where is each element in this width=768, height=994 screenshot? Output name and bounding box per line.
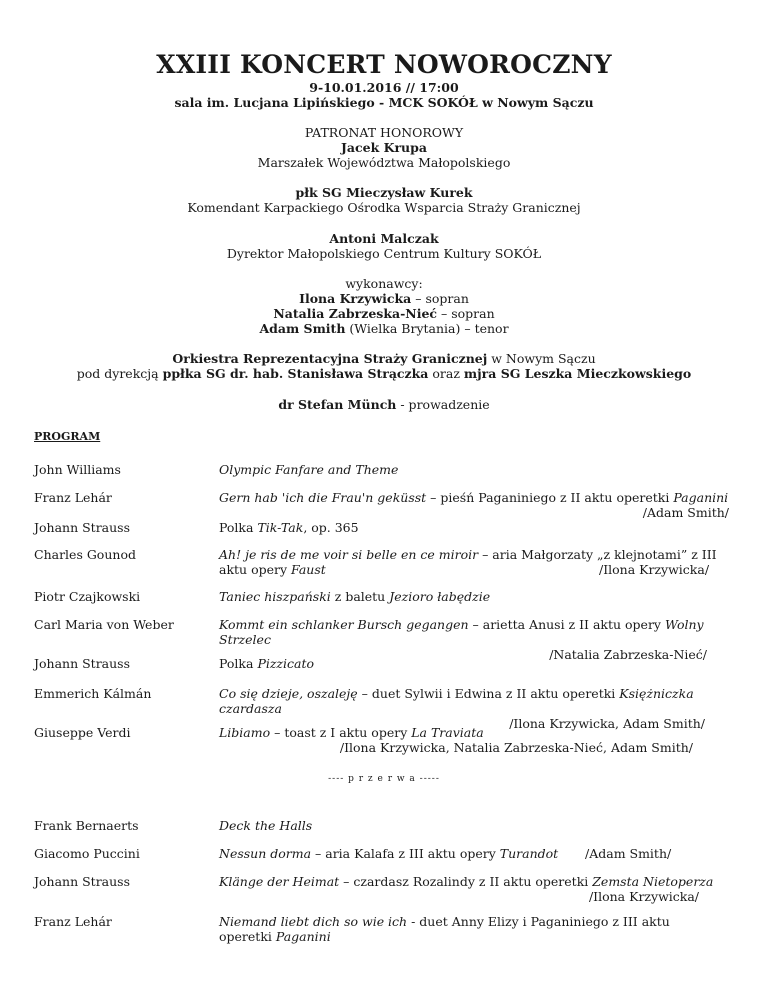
composer: Johann Strauss — [34, 874, 131, 889]
performer-credit: /Adam Smith/ — [642, 505, 729, 520]
composer: Giacomo Puccini — [34, 846, 140, 861]
composer: Giuseppe Verdi — [34, 725, 131, 740]
composer: Emmerich Kálmán — [34, 686, 152, 701]
composer: Johann Strauss — [34, 656, 131, 671]
piece: Klänge der Heimat – czardasz Rozalindy z II aktu operetki Zemsta Nietoperza /Ilona Krzywicka/ — [219, 874, 729, 904]
piece: Gern hab 'ich die Frau'n geküsst – pieśń Paganiniego z II aktu operetki Paganini /Adam Smith/ — [219, 490, 729, 520]
page-title: XXIII KONCERT NOWOROCZNY — [156, 50, 612, 79]
performer-credit: /Ilona Krzywicka/ — [599, 562, 710, 577]
piece: Taniec hiszpański z baletu Jezioro łabędzie — [219, 589, 491, 604]
performer-1: Ilona Krzywicka – sopran — [299, 291, 469, 306]
concert-venue: sala im. Lucjana Lipińskiego - MCK SOKÓŁ w Nowym Sączu — [174, 95, 594, 110]
piece: Libiamo – toast z I aktu opery La Traviata /Ilona Krzywicka, Natalia Zabrzeska-Nieć, Adam Smith/ — [219, 725, 729, 755]
program-heading: PROGRAM — [34, 430, 101, 443]
patron-1-name: Jacek Krupa — [341, 140, 427, 155]
performer-credit: /Natalia Zabrzeska-Nieć/ — [549, 647, 707, 662]
piece: Ah! je ris de me voir si belle en ce miroir – aria Małgorzaty „z klejnotami” z III aktu opery Faust /Ilona Krzywicka/ — [219, 547, 717, 577]
performer-2: Natalia Zabrzeska-Nieć – sopran — [273, 306, 495, 321]
composer: Johann Strauss — [34, 520, 131, 535]
piece: Kommt ein schlanker Bursch gegangen – arietta Anusi z II aktu opery Wolny Strzelec /Natalia Zabrzeska-Nieć/ — [219, 617, 729, 662]
patron-3-name: Antoni Malczak — [329, 231, 439, 246]
performer-credit: /Adam Smith/ — [585, 846, 672, 861]
composer: Frank Bernaerts — [34, 818, 139, 833]
piece: Co się dzieje, oszaleję – duet Sylwii i Edwina z II aktu operetki Księżniczka czardasza /Ilona Krzywicka, Adam Smith/ — [219, 686, 729, 731]
patron-2-name: płk SG Mieczysław Kurek — [295, 185, 473, 200]
composer: John Williams — [34, 462, 121, 477]
composer: Piotr Czajkowski — [34, 589, 141, 604]
orchestra-line: Orkiestra Reprezentacyjna Straży Granicznej w Nowym Sączu — [172, 351, 596, 366]
patron-2-role: Komendant Karpackiego Ośrodka Wsparcia Straży Granicznej — [187, 200, 581, 215]
piece: Deck the Halls — [219, 818, 313, 833]
piece: Nessun dorma – aria Kalafa z III aktu opery Turandot /Adam Smith/ — [219, 846, 672, 861]
performer-credit: /Ilona Krzywicka, Adam Smith/ — [509, 716, 705, 731]
concert-date: 9-10.01.2016 // 17:00 — [309, 80, 459, 95]
patron-3-role: Dyrektor Małopolskiego Centrum Kultury SOKÓŁ — [226, 246, 542, 261]
composer: Franz Lehár — [34, 914, 112, 929]
piece: Polka Tik-Tak, op. 365 — [219, 520, 359, 535]
composer: Charles Gounod — [34, 547, 136, 562]
conductors-line: pod dyrekcją ppłka SG dr. hab. Stanisława Strączka oraz mjra SG Leszka Mieczkowskiego — [76, 366, 692, 381]
performer-credit: /Ilona Krzywicka, Natalia Zabrzeska-Nieć, Adam Smith/ — [339, 740, 693, 755]
intermission: ---- p r z e r w a ----- — [328, 774, 440, 784]
piece: Olympic Fanfare and Theme — [219, 462, 399, 477]
patron-1-role: Marszałek Województwa Małopolskiego — [257, 155, 511, 170]
composer: Franz Lehár — [34, 490, 112, 505]
performers-heading: wykonawcy: — [345, 276, 423, 291]
composer: Carl Maria von Weber — [34, 617, 174, 632]
performer-credit: /Ilona Krzywicka/ — [588, 889, 699, 904]
piece: Polka Pizzicato — [219, 656, 315, 671]
piece: Niemand liebt dich so wie ich - duet Anny Elizy i Paganiniego z III aktu operetki Paganini — [219, 914, 670, 944]
host-line: dr Stefan Münch - prowadzenie — [278, 397, 490, 412]
performer-3: Adam Smith (Wielka Brytania) – tenor — [259, 321, 509, 336]
patronage-heading: PATRONAT HONOROWY — [304, 125, 464, 140]
